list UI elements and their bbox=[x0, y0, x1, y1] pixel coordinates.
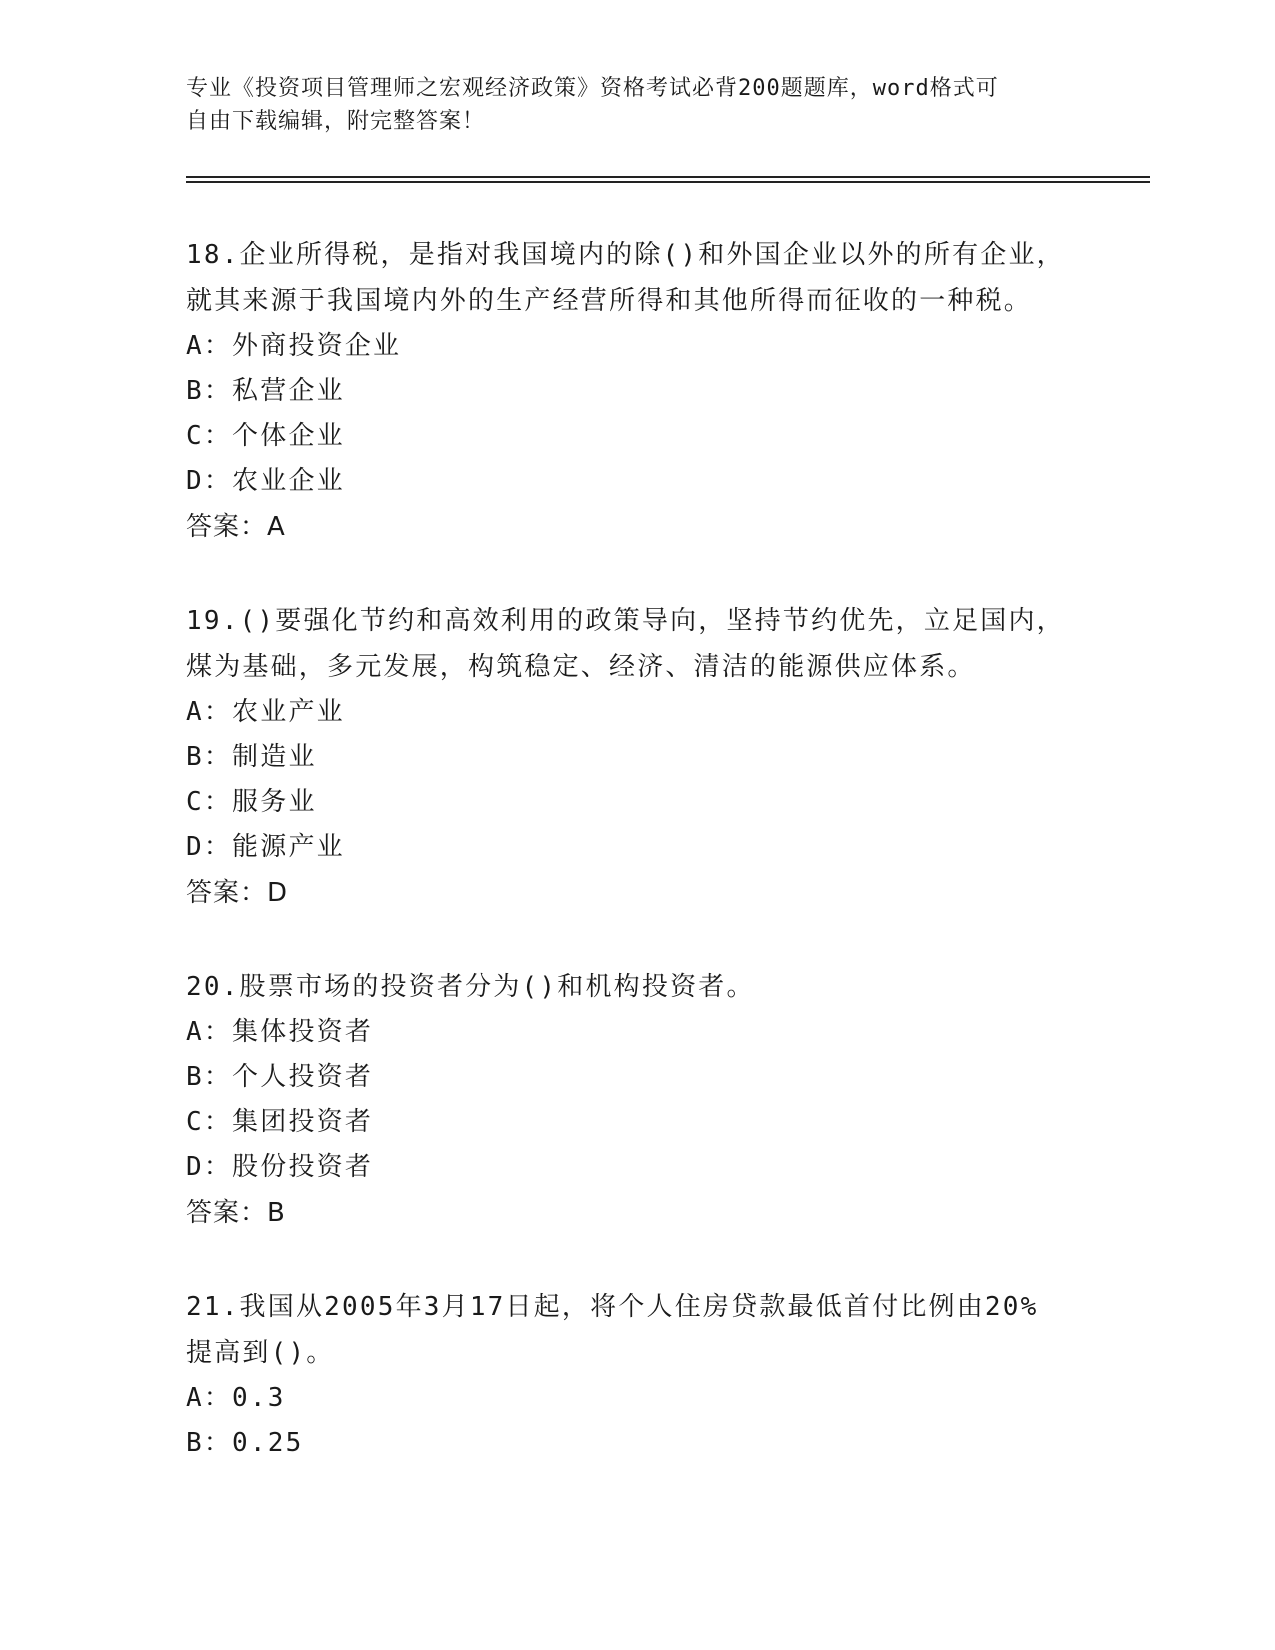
answer-label: 答案：A bbox=[186, 512, 286, 542]
question-stem-line: 20.股票市场的投资者分为()和机构投资者。 bbox=[186, 972, 755, 1002]
option-c: C：集团投资者 bbox=[186, 1107, 374, 1137]
question-stem-line: 提高到()。 bbox=[186, 1338, 335, 1368]
question-21 bbox=[186, 1284, 1086, 1466]
option-a: A：农业产业 bbox=[186, 697, 345, 727]
option-d: D：能源产业 bbox=[186, 832, 345, 862]
option-d: D：农业企业 bbox=[186, 466, 345, 496]
option-a: A：0.3 bbox=[186, 1383, 286, 1413]
question-stem-line: 19.()要强化节约和高效利用的政策导向，坚持节约优先，立足国内， bbox=[186, 606, 1065, 636]
option-c: C：服务业 bbox=[186, 787, 317, 817]
answer-label: 答案：D bbox=[186, 878, 289, 908]
option-b: B：0.25 bbox=[186, 1428, 304, 1458]
option-c: C：个体企业 bbox=[186, 421, 345, 451]
option-a: A：外商投资企业 bbox=[186, 331, 402, 361]
question-stem-line: 就其来源于我国境内外的生产经营所得和其他所得而征收的一种税。 bbox=[186, 286, 1033, 316]
document-header bbox=[186, 72, 1066, 138]
question-20 bbox=[186, 964, 1086, 1236]
answer-label: 答案：B bbox=[186, 1198, 286, 1228]
header-line-1: 专业《投资项目管理师之宏观经济政策》资格考试必背200题题库，word格式可 bbox=[186, 76, 999, 101]
option-a: A：集体投资者 bbox=[186, 1017, 374, 1047]
question-stem-line: 21.我国从2005年3月17日起，将个人住房贷款最低首付比例由20% bbox=[186, 1292, 1039, 1322]
option-b: B：个人投资者 bbox=[186, 1062, 374, 1092]
question-18 bbox=[186, 232, 1086, 550]
option-b: B：私营企业 bbox=[186, 376, 345, 406]
question-stem-line: 18.企业所得税，是指对我国境内的除()和外国企业以外的所有企业， bbox=[186, 240, 1065, 270]
header-line-2: 自由下载编辑，附完整答案！ bbox=[186, 109, 486, 134]
question-list bbox=[186, 232, 1086, 1514]
question-19 bbox=[186, 598, 1086, 916]
option-d: D：股份投资者 bbox=[186, 1152, 374, 1182]
question-stem-line: 煤为基础，多元发展，构筑稳定、经济、清洁的能源供应体系。 bbox=[186, 652, 976, 682]
header-divider-top bbox=[186, 176, 1150, 178]
header-divider-bottom bbox=[186, 181, 1150, 183]
option-b: B：制造业 bbox=[186, 742, 317, 772]
